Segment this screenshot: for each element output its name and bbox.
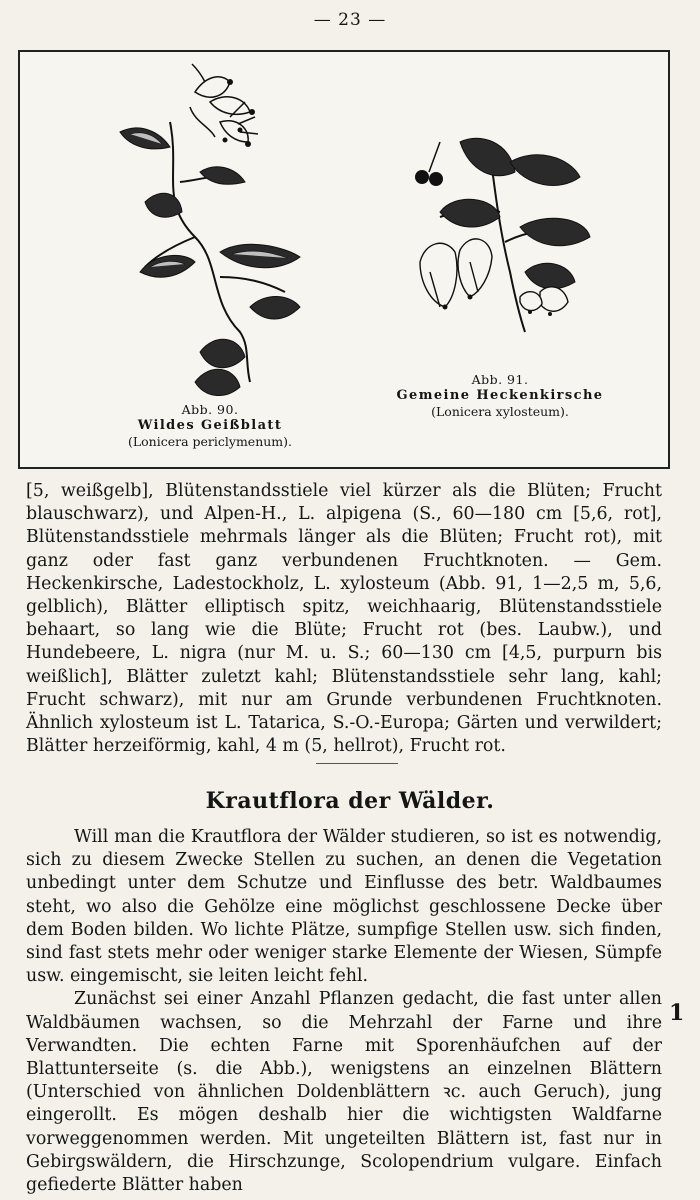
figure-91-caption	[380, 372, 620, 420]
honeysuckle-illustration	[100, 62, 320, 402]
section-title: Krautflora der Wälder.	[205, 788, 495, 814]
figure-90-latin-name: (Lonicera periclymenum).	[127, 434, 293, 449]
fly-honeysuckle-illustration	[400, 132, 600, 342]
margin-mark: 1	[669, 1000, 685, 1026]
page-number: — 23 —	[313, 10, 387, 30]
figure-91-title: Gemeine Heckenkirsche	[396, 388, 604, 403]
paragraph-lonicera-species: [5, weißgelb], Blütenstandsstiele viel kürzer als die Blüten; Frucht blauschwarz), und Alpen-H., L. alpigena (S., 60—180 cm [5,6, rot], Blütenstandsstiele mehrmals länger als die Blüten; Frucht rot), mit ganz oder fast ganz verbundenen Fruchtknoten. — Gem. Heckenkirsche, Ladestockholz, L. xylosteum (Abb. 91, 1—2,5 m, 5,6, gelblich), Blätter elliptisch spitz, weichhaarig, Blütenstandsstiele behaart, so lang wie die Blüte; Frucht rot (bes. Laubw.), und Hundebeere, L. nigra (nur M. u. S.; 60—130 cm [4,5, purpurn bis weißlich], Blätter zuletzt kahl; Blütenstandsstiele sehr lang, kahl; Frucht schwarz), mit nur am Grunde verbundenen Fruchtknoten. Ähnlich xylosteum ist L. Tatarica, S.-O.-Europa; Gärten und verwildert; Blätter herzeiförmig, kahl, 4 m (5, hellrot), Frucht rot.	[26, 481, 662, 757]
figure-90-caption	[90, 402, 330, 450]
plant-description-text	[26, 480, 662, 758]
figure-91-number: Abb. 91.	[471, 372, 529, 387]
figure-frame	[18, 50, 670, 469]
figure-90-number: Abb. 90.	[181, 402, 239, 417]
section-divider	[316, 763, 398, 764]
figure-91-latin-name: (Lonicera xylosteum).	[431, 404, 569, 419]
figure-90-title: Wildes Geißblatt	[137, 418, 283, 433]
paragraph-intro: Will man die Krautflora der Wälder studieren, so ist es notwendig, sich zu diesem Zwecke Stellen zu suchen, an denen die Vegetation unbedingt unter dem Schutze und Einflusse des betr. Waldbaumes steht, wo also die Gehölze eine möglichst geschlossene Decke über dem Boden bilden. Wo lichte Plätze, sumpfige Stellen usw. sich finden, sind fast stets mehr oder weniger starke Elemente der Wiesen, Sümpfe usw. eingemischt, sie leiten leicht fehl.	[26, 827, 662, 987]
paragraph-ferns: Zunächst sei einer Anzahl Pflanzen gedacht, die fast unter allen Waldbäumen wachsen, so die Mehrzahl der Farne und ihre Verwandten. Die echten Farne mit Sporenhäufchen auf der Blattunterseite (s. die Abb.), wenigstens an einzelnen Blättern (Unterschied von ähnlichen Doldenblättern ꝛc. auch Geruch), jung eingerollt. Es mögen deshalb hier die wichtigsten Waldfarne vorweggenommen werden. Mit ungeteilten Blättern ist, fast nur in Gebirgswäldern, die Hirschzunge, Scolopendrium vulgare. Einfach gefiederte Blätter haben	[26, 989, 662, 1196]
section-body	[26, 826, 662, 1197]
